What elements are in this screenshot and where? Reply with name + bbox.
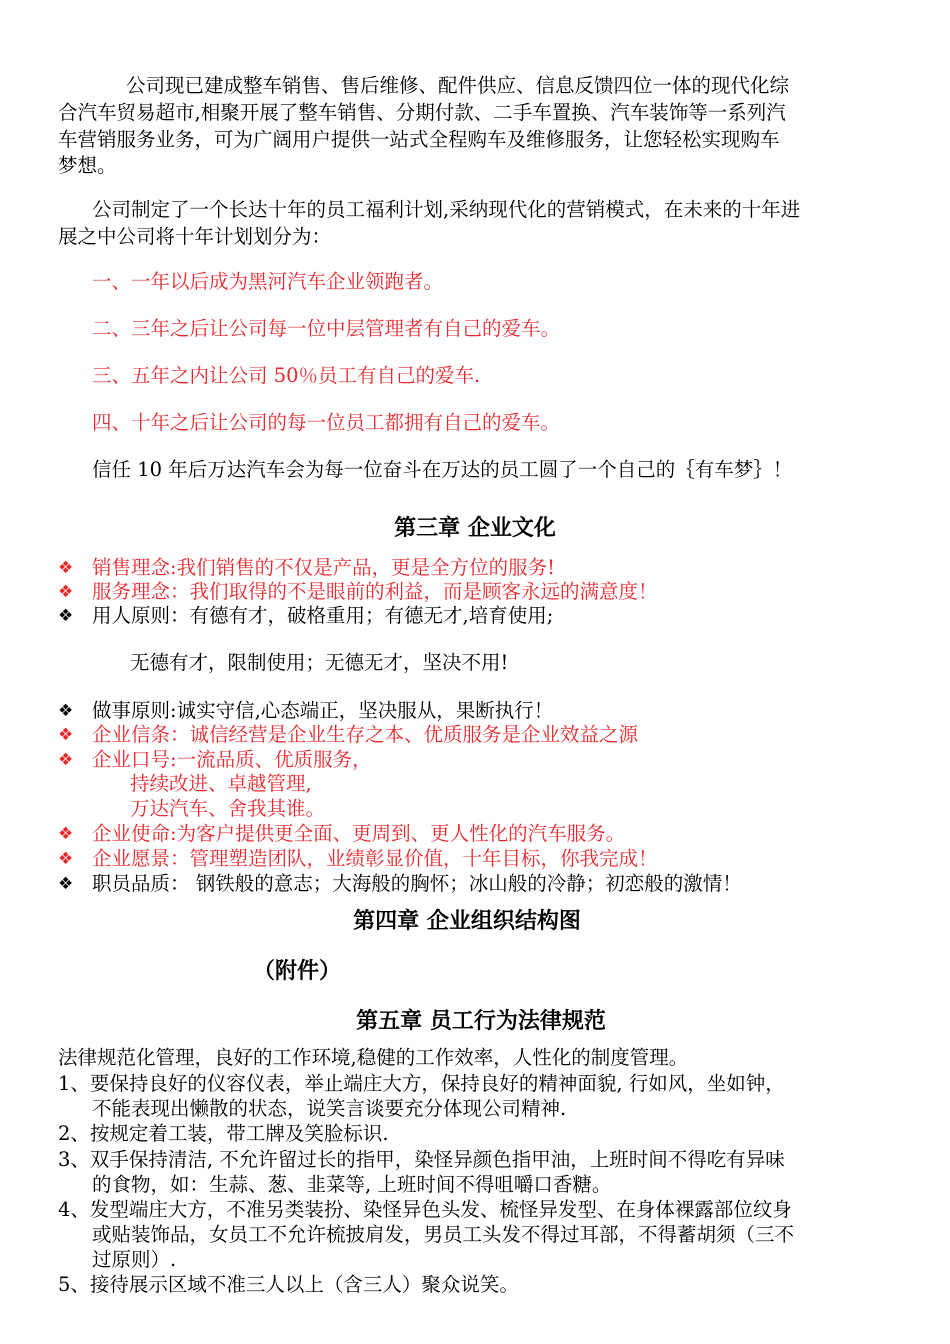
culture-item-service: ❖ 服务理念：我们取得的不是眼前的利益，而是顾客永远的满意度！ <box>58 580 658 603</box>
chapter4-attachment-note: （附件） <box>253 959 342 984</box>
chapter5-intro: 法律规范化管理，良好的工作环境,稳健的工作效率，人性化的制度管理。 <box>58 1046 689 1069</box>
intro-p1-line1: 公司现已建成整车销售、售后维修、配件供应、信息反馈四位一体的现代化综 <box>126 74 790 97</box>
chapter3-title: 第三章 企业文化 <box>394 516 556 541</box>
diamond-bullet-icon: ❖ <box>58 750 74 770</box>
intro-p1-line2: 合汽车贸易超市,相聚开展了整车销售、分期付款、二手车置换、汽车装饰等一系列汽 <box>58 101 786 124</box>
plan-item-3: 三、五年之内让公司 50％员工有自己的爱车. <box>92 364 481 387</box>
culture-item-slogan: ❖ 企业口号:一流品质、优质服务， <box>58 748 372 771</box>
rule-2: 2、按规定着工装，带工牌及笑脸标识. <box>58 1122 389 1145</box>
intro-closing: 信任 10 年后万达汽车会为每一位奋斗在万达的员工圆了一个自己的｛有车梦｝！ <box>92 458 793 481</box>
diamond-bullet-icon: ❖ <box>58 725 74 745</box>
culture-staffing-line2: 无德有才，限制使用；无德无才，坚决不用! <box>130 651 509 674</box>
diamond-bullet-icon: ❖ <box>58 582 74 602</box>
rule-4-line3: 过原则）. <box>92 1248 177 1271</box>
diamond-bullet-icon: ❖ <box>58 849 74 869</box>
rule-4-line1: 4、发型端庄大方，不准另类装扮、染怪异色头发、梳怪异发型、在身体裸露部位纹身 <box>58 1198 792 1221</box>
culture-item-staffing: ❖ 用人原则：有德有才，破格重用；有德无才,培育使用; <box>58 604 554 627</box>
culture-slogan-line3: 万达汽车、舍我其谁。 <box>130 797 326 820</box>
culture-item-mission: ❖ 企业使命:为客户提供更全面、更周到、更人性化的汽车服务。 <box>58 822 626 845</box>
culture-item-quality: ❖ 职员品质： 钢铁般的意志；大海般的胸怀；冰山般的冷静；初恋般的激情！ <box>58 872 742 895</box>
culture-item-creed: ❖ 企业信条：诚信经营是企业生存之本、优质服务是企业效益之源 <box>58 723 639 746</box>
rule-1-line1: 1、要保持良好的仪容仪表，举止端庄大方，保持良好的精神面貌, 行如风，坐如钟， <box>58 1072 785 1095</box>
intro-p1-line3: 车营销服务业务，可为广阔用户提供一站式全程购车及维修服务，让您轻松实现购车 <box>58 128 780 151</box>
diamond-bullet-icon: ❖ <box>58 874 74 894</box>
plan-item-2: 二、三年之后让公司每一位中层管理者有自己的爱车。 <box>92 317 561 340</box>
diamond-bullet-icon: ❖ <box>58 701 74 721</box>
culture-slogan-line2: 持续改进、卓越管理, <box>130 772 312 795</box>
culture-item-sales: ❖ 销售理念:我们销售的不仅是产品，更是全方位的服务! <box>58 556 555 579</box>
rule-1-line2: 不能表现出懒散的状态，说笑言谈要充分体现公司精神. <box>92 1097 567 1120</box>
diamond-bullet-icon: ❖ <box>58 606 74 626</box>
culture-item-conduct: ❖ 做事原则:诚实守信,心态端正，坚决服从，果断执行！ <box>58 699 554 722</box>
culture-item-vision: ❖ 企业愿景：管理塑造团队，业绩彰显价值，十年目标，你我完成！ <box>58 847 658 870</box>
intro-p2-line2: 展之中公司将十年计划划分为： <box>58 225 332 248</box>
rule-4-line2: 或贴装饰品，女员工不允许梳披肩发，男员工头发不得过耳部，不得蓄胡须（三不 <box>92 1223 795 1246</box>
diamond-bullet-icon: ❖ <box>58 558 74 578</box>
chapter5-title: 第五章 员工行为法律规范 <box>356 1009 606 1034</box>
rule-3-line2: 的食物，如：生蒜、葱、韭菜等, 上班时间不得咀嚼口香糖。 <box>92 1173 612 1196</box>
intro-p1-line4: 梦想。 <box>58 154 117 177</box>
plan-item-1: 一、一年以后成为黑河汽车企业领跑者。 <box>92 270 444 293</box>
rule-5: 5、接待展示区域不准三人以上（含三人）聚众说笑。 <box>58 1273 519 1296</box>
rule-3-line1: 3、双手保持清洁, 不允许留过长的指甲，染怪异颜色指甲油，上班时间不得吃有异味 <box>58 1148 785 1171</box>
intro-p2-line1: 公司制定了一个长达十年的员工福利计划,采纳现代化的营销模式，在未来的十年进 <box>92 198 801 221</box>
diamond-bullet-icon: ❖ <box>58 824 74 844</box>
plan-item-4: 四、十年之后让公司的每一位员工都拥有自己的爱车。 <box>92 411 561 434</box>
chapter4-title: 第四章 企业组织结构图 <box>353 909 581 934</box>
